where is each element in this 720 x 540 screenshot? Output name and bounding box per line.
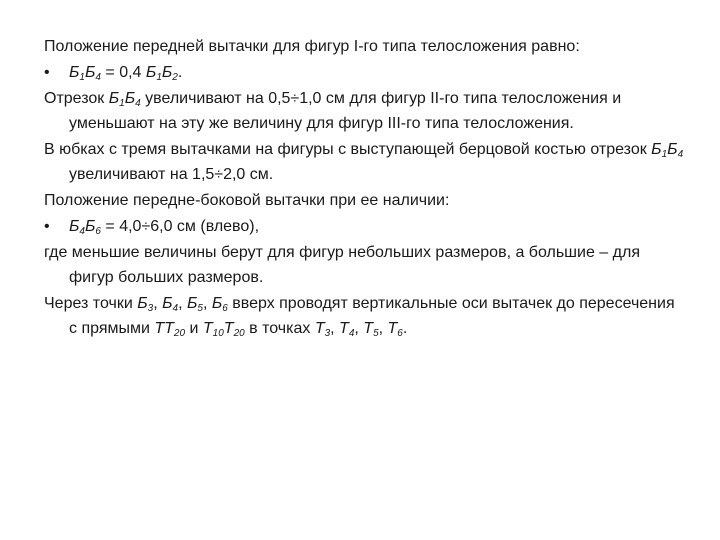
bullet-item — [44, 214, 684, 239]
subscript-index: 6 — [95, 226, 101, 237]
point-label: Б — [84, 64, 96, 81]
text-run: и — [185, 320, 203, 337]
text-run: Отрезок — [44, 90, 109, 107]
bullet-item — [44, 60, 684, 85]
point-label: Б — [84, 218, 96, 235]
text-run: вверх проводят вертикальные оси вытачек до пересечения с прямыми — [69, 295, 675, 337]
subscript-index: 1 — [119, 98, 125, 109]
point-label: Б — [186, 295, 198, 312]
point-label: Б — [161, 64, 173, 81]
text-run: увеличивают на 1,5÷2,0 см. — [69, 166, 274, 183]
point-label: Б — [69, 218, 80, 235]
text-paragraph — [44, 240, 684, 290]
subscript-index: 4 — [95, 72, 101, 83]
point-label: Т — [387, 320, 398, 337]
point-label: ТТ — [154, 320, 174, 337]
text-run: = 4,0÷6,0 см (влево), — [100, 218, 260, 235]
text-run: , — [153, 295, 163, 312]
text-run: Положение передне-боковой вытачки при ее наличии: — [44, 192, 450, 209]
point-label: Т — [223, 320, 234, 337]
point-label: Т — [202, 320, 213, 337]
subscript-index: 6 — [397, 328, 403, 339]
text-run: , — [178, 295, 187, 312]
point-label: Б — [124, 90, 136, 107]
bullet-marker: • — [44, 64, 50, 81]
text-run: , — [378, 320, 388, 337]
subscript-index: 1 — [661, 149, 668, 160]
subscript-index: 1 — [79, 72, 85, 83]
point-label: Т — [314, 320, 325, 337]
subscript-index: 3 — [147, 303, 154, 314]
text-run: В юбках с тремя вытачками на фигуры с выступающей берцовой костью отрезок — [44, 141, 652, 158]
point-label: Т — [363, 320, 374, 337]
subscript-index: 4 — [172, 303, 179, 314]
subscript-index: 2 — [172, 72, 178, 83]
point-label: Б — [145, 64, 157, 81]
text-paragraph — [44, 86, 684, 136]
subscript-index: 6 — [222, 303, 228, 314]
text-run: в точках — [244, 320, 315, 337]
subscript-index: 1 — [156, 72, 162, 83]
text-paragraph — [44, 291, 684, 341]
text-run: увеличивают на 0,5÷1,0 см для фигур II-го типа телосложения и уменьшают на эту же величину для фигур III-го типа телосложения. — [69, 90, 622, 132]
subscript-index: 10 — [212, 328, 224, 339]
point-label: Б — [162, 295, 173, 312]
subscript-index: 4 — [677, 149, 684, 160]
text-run: , — [330, 320, 340, 337]
text-paragraph — [44, 137, 684, 187]
point-label: Б — [667, 141, 678, 158]
point-label: Б — [651, 141, 662, 158]
point-label: Б — [108, 90, 120, 107]
bullet-marker: • — [44, 218, 50, 235]
subscript-index: 4 — [79, 226, 85, 237]
subscript-index: 3 — [324, 328, 331, 339]
text-paragraph — [44, 34, 684, 59]
text-run: . — [402, 320, 408, 337]
slide-body — [44, 34, 684, 342]
subscript-index: 20 — [173, 328, 186, 339]
subscript-index: 5 — [373, 328, 379, 339]
text-run: , — [354, 320, 364, 337]
text-run: = 0,4 — [100, 64, 146, 81]
subscript-index: 5 — [197, 303, 203, 314]
text-run: где меньшие величины берут для фигур небольших размеров, а большие – для фигур больших размеров. — [44, 244, 640, 286]
point-label: Т — [339, 320, 349, 337]
text-run: Положение передней вытачки для фигур I-го типа телосложения равно: — [44, 38, 580, 55]
subscript-index: 20 — [233, 328, 245, 339]
text-run: , — [202, 295, 212, 312]
subscript-index: 4 — [135, 98, 141, 109]
point-label: Б — [69, 64, 80, 81]
point-label: Б — [211, 295, 223, 312]
subscript-index: 4 — [348, 328, 355, 339]
text-run: . — [177, 64, 183, 81]
text-paragraph — [44, 188, 684, 213]
text-run: Через точки — [44, 295, 138, 312]
point-label: Б — [137, 295, 148, 312]
